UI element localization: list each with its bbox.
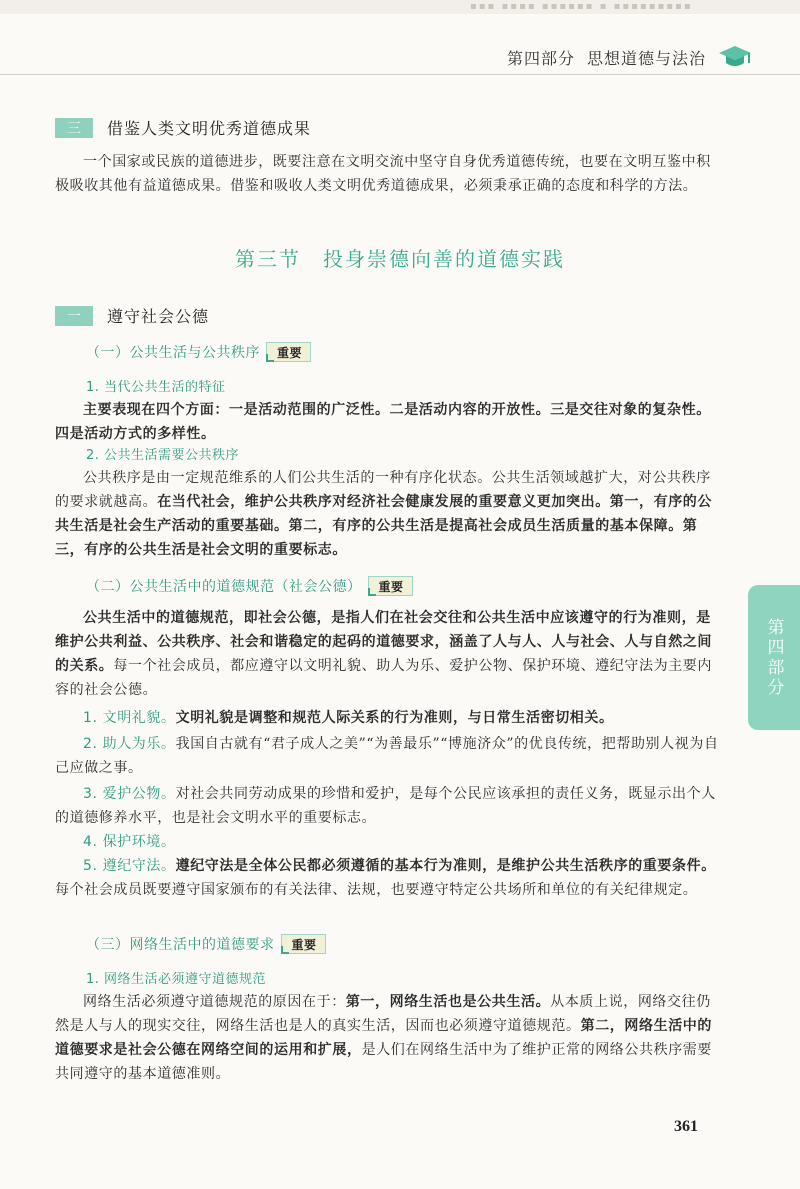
text-a: 网络生活必须遵守道德规范的原因在于： bbox=[83, 994, 346, 1010]
subsection-1-heading bbox=[86, 342, 311, 362]
section-badge: 一 bbox=[55, 306, 93, 326]
page-number: 361 bbox=[674, 1118, 698, 1135]
subsection-3-heading bbox=[86, 934, 326, 954]
intro-b: 每一个社会成员，都应遵守以文明礼貌、助人为乐、爱护公物、保护环境、遵纪守法为主要内容的社会公德。 bbox=[55, 658, 713, 698]
norm-label: 3. 爱护公物。 bbox=[83, 786, 176, 802]
page-header bbox=[507, 44, 752, 70]
subsection-2-intro bbox=[55, 606, 723, 702]
norm-text: 文明礼貌是调整和规范人际关系的行为准则，与日常生活密切相关。 bbox=[175, 710, 614, 726]
norm-label: 4. 保护环境。 bbox=[83, 834, 176, 850]
subsection-title: （二）公共生活中的道德规范（社会公德） bbox=[86, 579, 362, 595]
section-title: 借鉴人类文明优秀道德成果 bbox=[107, 119, 312, 138]
text-c: 从本质上说，网络交往仍然是人与人的现实交往，网络生活也是人的真实生活，因而也必须遵守道德规范。 bbox=[55, 994, 711, 1034]
chapter-title: 第三节 投身崇德向善的道德实践 bbox=[235, 247, 565, 271]
header-title: 思想道德与法治 bbox=[586, 48, 706, 68]
intro-a: 公共生活中的道德规范，即社会公德，是指人们在社会交往和公共生活中应该遵守的行为准则，是维护公共利益、公共秩序、社会和谐稳定的起码的道德要求，涵盖了人与人、人与社会、人与自然之间的关系。 bbox=[55, 610, 712, 674]
graduation-cap-icon bbox=[718, 44, 752, 70]
point-2-text bbox=[55, 466, 723, 562]
text-b: 第一，网络生活也是公共生活。 bbox=[345, 994, 551, 1010]
subsection-2-heading bbox=[86, 576, 413, 596]
subsection-title: （三）网络生活中的道德要求 bbox=[86, 937, 275, 953]
section-heading-1 bbox=[55, 304, 209, 327]
norm-text: 每个社会成员既要遵守国家颁布的有关法律、法规，也要遵守特定公共场所和单位的有关纪律规定。 bbox=[55, 882, 698, 898]
norm-label: 5. 遵纪守法。 bbox=[83, 858, 176, 874]
norm-text: 我国自古就有“君子成人之美”“为善最乐”“博施济众”的优良传统，把帮助别人视为自己应做之事。 bbox=[55, 736, 719, 776]
point-2-title: 2. 公共生活需要公共秩序 bbox=[86, 448, 240, 463]
norm-item-4 bbox=[55, 830, 723, 854]
point-1-title: 1. 当代公共生活的特征 bbox=[86, 380, 226, 395]
key-tag: 重要 bbox=[368, 576, 413, 596]
section3-paragraph: 一个国家或民族的道德进步，既要注意在文明交流中坚守自身优秀道德传统，也要在文明互鉴中积极吸收其他有益道德成果。借鉴和吸收人类文明优秀道德成果，必须秉承正确的态度和科学的方法。 bbox=[55, 154, 711, 194]
norm-label: 2. 助人为乐。 bbox=[83, 736, 176, 752]
norm-item-2 bbox=[55, 732, 723, 780]
header-part: 第四部分 bbox=[506, 48, 575, 68]
section-heading-3 bbox=[55, 116, 311, 139]
section-title: 遵守社会公德 bbox=[107, 307, 210, 326]
point-2-text-a: 公共秩序是由一定规范维系的人们公共生活的一种有序化状态。公共生活领域越扩大，对公共秩序的要求就越高。 bbox=[55, 470, 711, 510]
norm-item-3 bbox=[55, 782, 723, 830]
side-tab-label: 第四部分 bbox=[763, 617, 784, 698]
key-tag: 重要 bbox=[281, 934, 326, 954]
norm-item-5 bbox=[55, 854, 723, 902]
top-running-text: ▪▪▪ ▪▪▪▪ ▪▪▪▪▪▪ ▪ ▪▪▪▪▪▪▪▪▪ bbox=[470, 2, 693, 12]
norm-text-bold: 遵纪守法是全体公民都必须遵循的基本行为准则，是维护公共生活秩序的重要条件。 bbox=[175, 858, 716, 874]
point-2-text-b: 在当代社会，维护公共秩序对经济社会健康发展的重要意义更加突出。第一，有序的公共生活是社会生产活动的重要基础。第二，有序的公共生活是提高社会成员生活质量的基本保障。第三，有序的公共生活是社会文明的重要标志。 bbox=[55, 494, 713, 558]
norm-item-1 bbox=[55, 706, 723, 730]
subsection-title: （一）公共生活与公共秩序 bbox=[86, 345, 260, 361]
key-tag: 重要 bbox=[266, 342, 311, 362]
header-divider bbox=[0, 74, 800, 75]
text-e: 是人们在网络生活中为了维护正常的网络公共秩序需要共同遵守的基本道德准则。 bbox=[55, 1042, 713, 1082]
text-d: 第二，网络生活中的道德要求是社会公德在网络空间的运用和扩展， bbox=[55, 1018, 713, 1058]
norm-text: 对社会共同劳动成果的珍惜和爱护，是每个公民应该承担的责任义务，既显示出个人的道德修养水平，也是社会文明水平的重要标志。 bbox=[55, 786, 716, 826]
point-3-1-text bbox=[55, 990, 723, 1086]
norm-label: 1. 文明礼貌。 bbox=[83, 710, 176, 726]
section-badge: 三 bbox=[55, 118, 93, 138]
point-1-text: 主要表现在四个方面：一是活动范围的广泛性。二是活动内容的开放性。三是交往对象的复杂性。四是活动方式的多样性。 bbox=[55, 402, 711, 442]
side-part-tab bbox=[748, 585, 800, 730]
point-3-1-title: 1. 网络生活必须遵守道德规范 bbox=[86, 972, 267, 987]
